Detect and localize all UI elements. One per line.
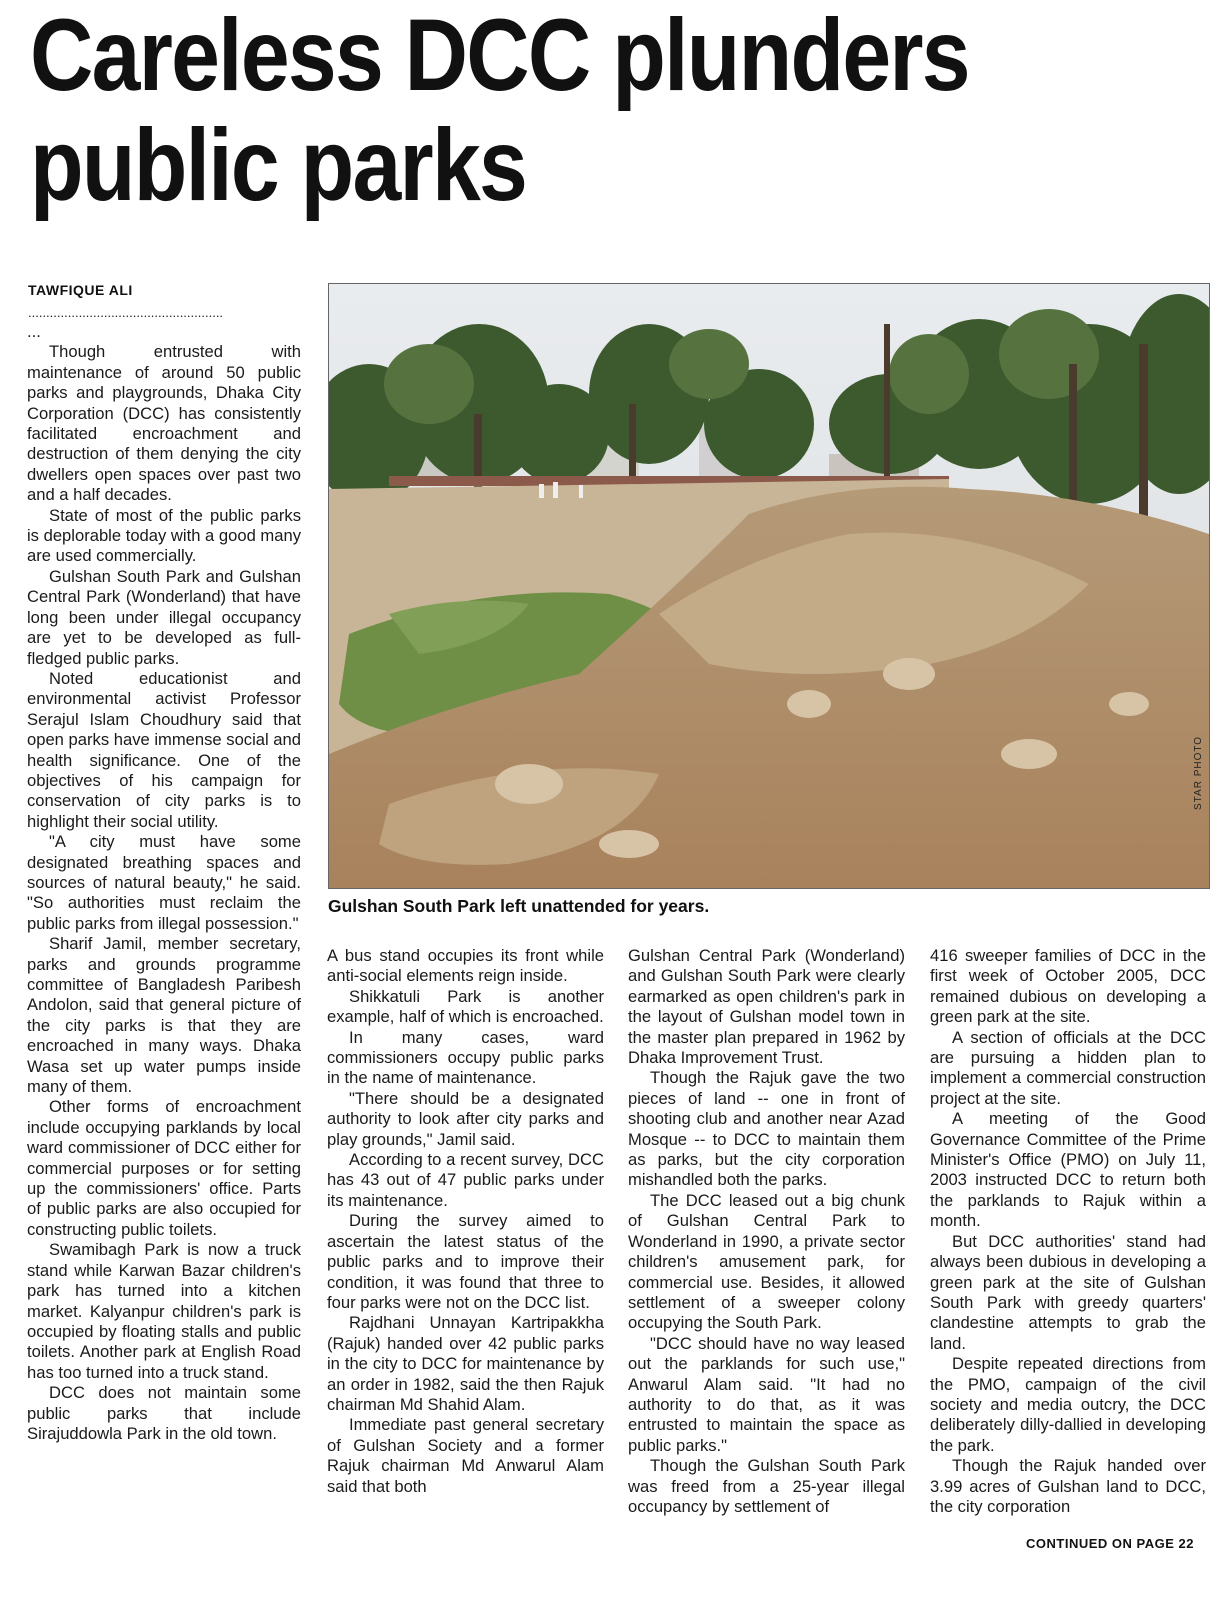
paragraph: "There should be a designated authority to look after city parks and play grounds," Jamil said. xyxy=(327,1088,604,1149)
paragraph: The DCC leased out a big chunk of Gulshan Central Park to Wonderland in 1990, a private sector children's amusement park, for commercial use. Besides, it allowed settlement of a sweeper colony occupying the South Park. xyxy=(628,1190,905,1333)
paragraph: 416 sweeper families of DCC in the first week of October 2005, DCC remained dubious on developing a green park at the site. xyxy=(930,946,1206,1027)
paragraph: DCC does not maintain some public parks that include Sirajuddowla Park in the old town. xyxy=(27,1383,301,1443)
paragraph: During the survey aimed to ascertain the latest status of the public parks and to improve their condition, it was found that three to four parks were not on the DCC list. xyxy=(327,1211,604,1312)
paragraph: Gulshan South Park and Gulshan Central Park (Wonderland) that have long been under illegal occupancy are yet to be developed as full-fledged public parks. xyxy=(27,566,301,668)
article-column-2 xyxy=(327,946,604,1497)
byline-author: TAWFIQUE ALI xyxy=(28,282,133,298)
continued-on-page-link[interactable]: CONTINUED ON PAGE 22 xyxy=(1020,1536,1194,1551)
paragraph: "A city must have some designated breathing spaces and sources of natural beauty," he said. "So authorities must reclaim the public parks from illegal possession." xyxy=(27,832,301,933)
paragraph: Though the Gulshan South Park was freed from a 25-year illegal occupancy by settlement of xyxy=(628,1456,905,1516)
paragraph: A bus stand occupies its front while anti-social elements reign inside. xyxy=(327,946,604,986)
byline-rule-continuation: ... xyxy=(27,322,41,341)
paragraph: Sharif Jamil, member secretary, parks and grounds programme committee of Bangladesh Paribesh Andolon, said that general picture of the city parks is that they are encroached in many ways. Dhaka Wasa set up water pumps inside many of them. xyxy=(27,934,301,1097)
paragraph: Though the Rajuk handed over 3.99 acres of Gulshan land to DCC, the city corporation xyxy=(930,1456,1206,1516)
photo-caption: Gulshan South Park left unattended for years. xyxy=(328,896,710,916)
paragraph: Though the Rajuk gave the two pieces of land -- one in front of shooting club and another near Azad Mosque -- to DCC to maintain them as parks, but the city corporation mishandled both the parks. xyxy=(628,1068,905,1190)
paragraph: A meeting of the Good Governance Committee of the Prime Minister's Office (PMO) on July 11, 2003 instructed DCC to return both the parklands to Rajuk within a month. xyxy=(930,1109,1206,1231)
paragraph: Swamibagh Park is now a truck stand while Karwan Bazar children's park has turned into a kitchen market. Kalyanpur children's park is occupied by floating stalls and public toilets. Another park at English Road has too turned into a truck stand. xyxy=(27,1240,301,1382)
paragraph: Shikkatuli Park is another example, half of which is encroached. xyxy=(327,986,604,1027)
paragraph: Despite repeated directions from the PMO, campaign of the civil society and media outcry, the DCC deliberately dilly-dallied in developing the park. xyxy=(930,1354,1206,1455)
paragraph: "DCC should have no way leased out the parklands for such use," Anwarul Alam said. "It had no authority to do that, as it was entrusted to maintain the space as public parks." xyxy=(628,1333,905,1455)
park-photo-illustration xyxy=(329,284,1209,888)
paragraph: State of most of the public parks is deplorable today with a good many are used commercially. xyxy=(27,505,301,566)
paragraph: Noted educationist and environmental activist Professor Serajul Islam Choudhury said that open parks have immense social and health significance. One of the objectives of his campaign for conservation of city parks is to highlight their social utility. xyxy=(27,668,301,831)
article-column-1 xyxy=(27,322,301,1444)
article-column-3 xyxy=(628,946,905,1517)
paragraph: Though entrusted with maintenance of around 50 public parks and playgrounds, Dhaka City Corporation (DCC) has consistently facilitated encroachment and destruction of them denying the city dwellers open spaces over past two and a half decades. xyxy=(27,342,301,505)
article-column-4 xyxy=(930,946,1206,1517)
paragraph: In many cases, ward commissioners occupy public parks in the name of maintenance. xyxy=(327,1027,604,1088)
photo-credit: STAR PHOTO xyxy=(1193,735,1204,810)
paragraph: Rajdhani Unnayan Kartripakkha (Rajuk) handed over 42 public parks in the city to DCC for maintenance by an order in 1982, said the then Rajuk chairman Md Shahid Alam. xyxy=(327,1313,604,1414)
paragraph: But DCC authorities' stand had always been dubious in developing a green park at the site of Gulshan South Park with greedy quarters' clandestine attempts to grab the land. xyxy=(930,1231,1206,1353)
paragraph: Immediate past general secretary of Gulshan Society and a former Rajuk chairman Md Anwarul Alam said that both xyxy=(327,1415,604,1496)
paragraph: Gulshan Central Park (Wonderland) and Gulshan South Park were clearly earmarked as open children's park in the layout of Gulshan model town in the master plan prepared in 1962 by Dhaka Improvement Trust. xyxy=(628,946,905,1068)
paragraph: Other forms of encroachment include occupying parklands by local ward commissioner of DCC either for commercial purposes or for setting up the commissioners' office. Parts of public parks are also occupied for constructing public toilets. xyxy=(27,1097,301,1239)
headline xyxy=(30,0,1053,220)
headline-line-1: Careless DCC plunders xyxy=(30,0,969,112)
paragraph: A section of officials at the DCC are pursuing a hidden plan to implement a commercial construction project at the site. xyxy=(930,1027,1206,1108)
byline-rule: ...................................................... xyxy=(28,305,224,320)
paragraph: According to a recent survey, DCC has 43 out of 47 public parks under its maintenance. xyxy=(327,1150,604,1210)
headline-line-2: public parks xyxy=(30,108,527,222)
news-photo xyxy=(328,283,1210,889)
